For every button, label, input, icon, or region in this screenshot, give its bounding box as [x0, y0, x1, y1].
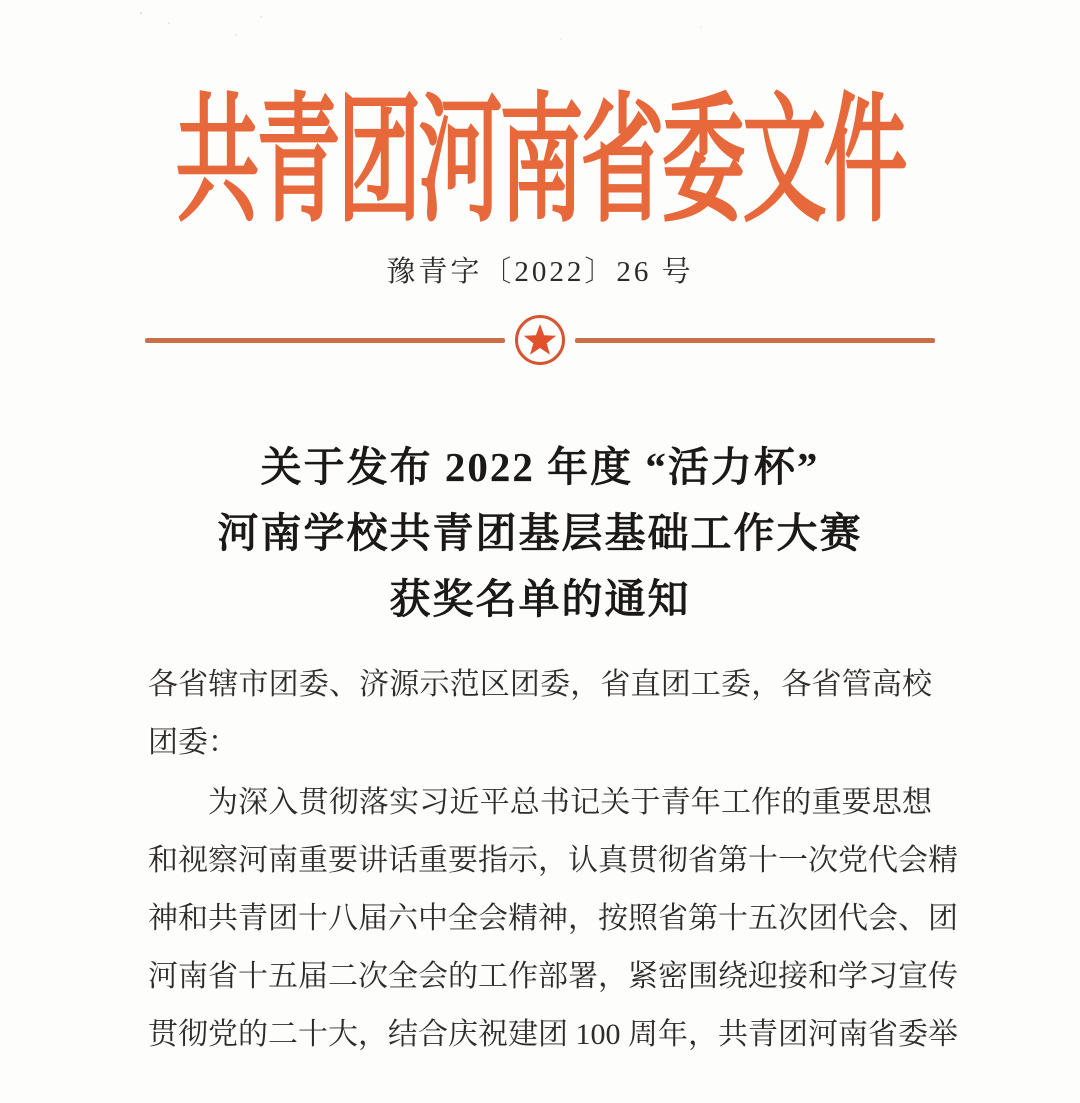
body-line: 贯彻党的二十大，结合庆祝建团 100 周年，共青团河南省委举: [148, 1018, 958, 1051]
salutation-line: 各省辖市团委、济源示范区团委，省直团工委，各省管高校: [148, 668, 932, 701]
document-title: [148, 434, 932, 632]
header-divider: [145, 314, 935, 366]
document-title-line: 关于发布 2022 年度 “活力杯”: [260, 444, 820, 490]
document-title-line: 获奖名单的通知: [389, 576, 691, 622]
letterhead: [0, 73, 1080, 240]
body-line: 河南省十五届二次全会的工作部署，紧密围绕迎接和学习宣传: [148, 960, 958, 993]
salutation-line: 团委：: [148, 726, 238, 759]
document-number: 豫青字〔2022〕26 号: [386, 256, 694, 288]
letterhead-title: 共青团河南省委文件: [175, 85, 905, 240]
star-in-circle-icon: [514, 314, 566, 366]
body-line: 和视察河南重要讲话重要指示，认真贯彻省第十一次党代会精: [148, 844, 958, 877]
document-title-line: 河南学校共青团基层基础工作大赛: [217, 510, 863, 556]
divider-rule-right: [575, 338, 935, 343]
document-body: [148, 656, 958, 1064]
scan-noise-speckles: [140, 12, 142, 14]
divider-rule-left: [145, 338, 505, 343]
body-line: 为深入贯彻落实习近平总书记关于青年工作的重要思想: [208, 786, 932, 819]
salutation: [148, 656, 932, 772]
body-paragraph: [148, 774, 958, 1064]
body-line: 神和共青团十八届六中全会精神，按照省第十五次团代会、团: [148, 902, 958, 935]
